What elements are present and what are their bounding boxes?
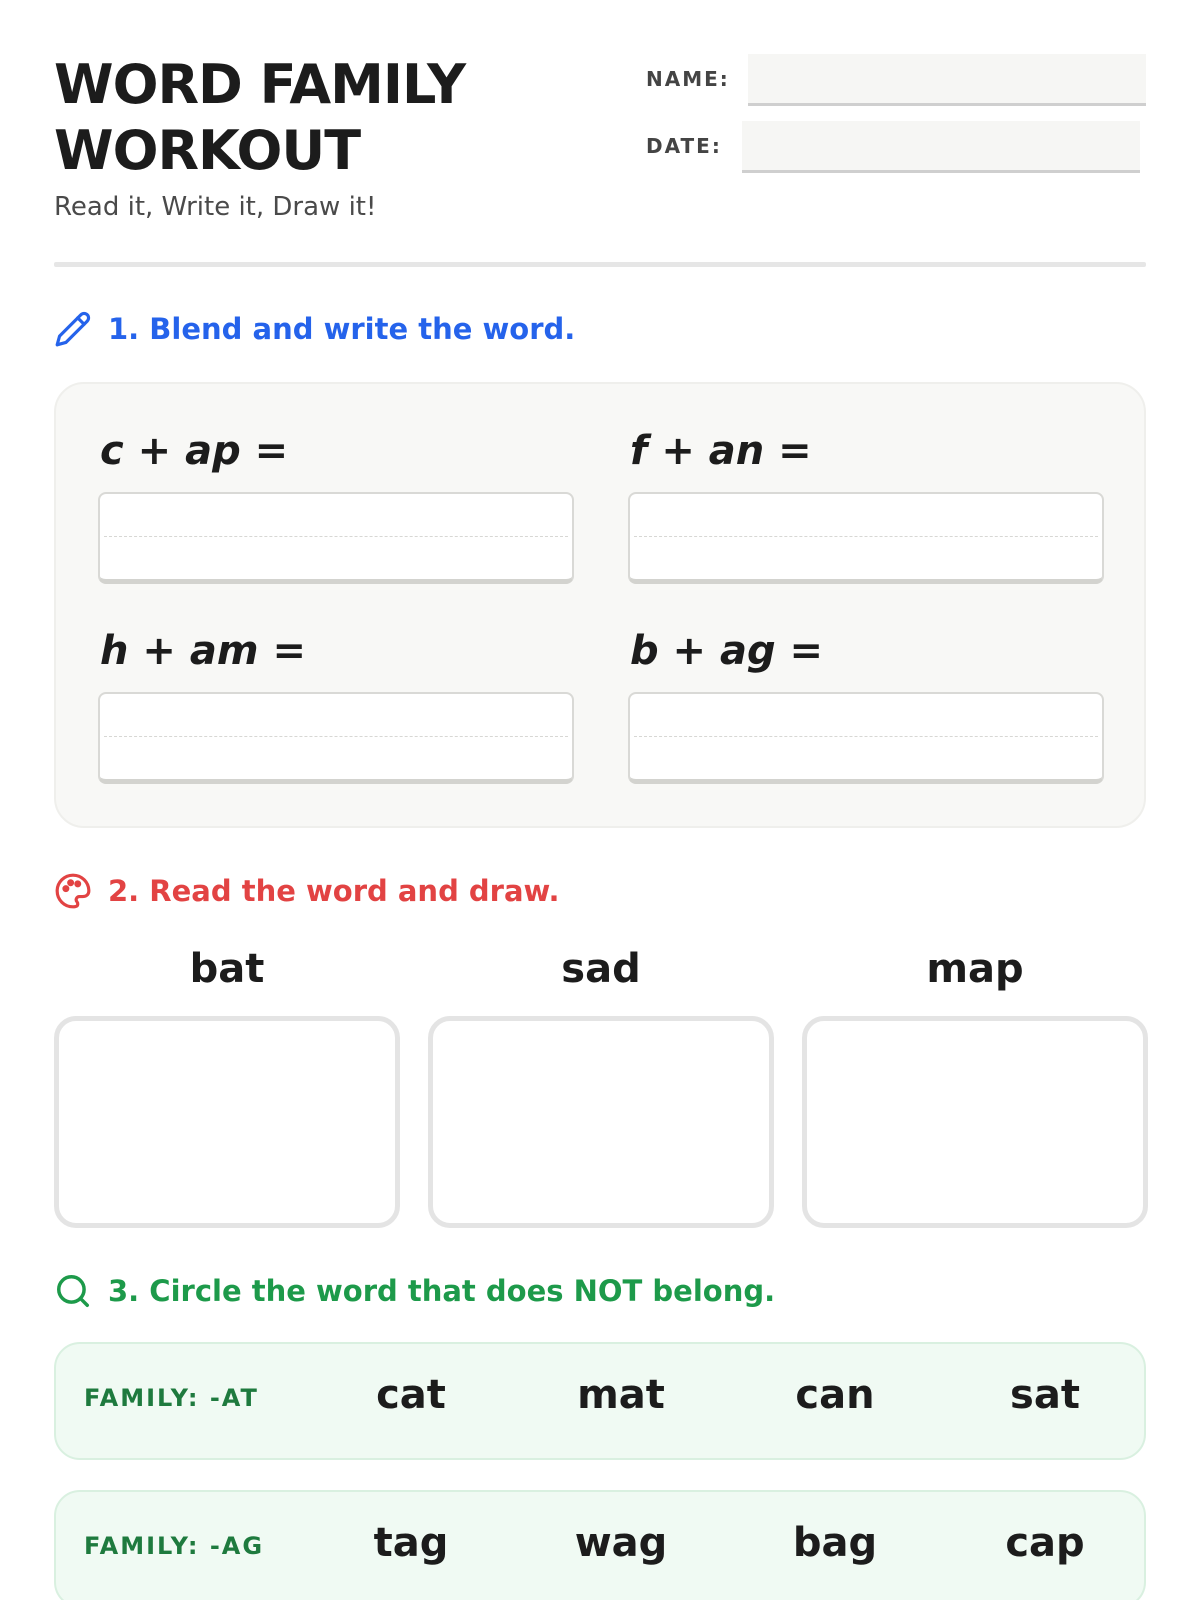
family-label: FAMILY: -AG xyxy=(84,1532,265,1560)
guide-line xyxy=(634,536,1098,537)
worksheet-subtitle: Read it, Write it, Draw it! xyxy=(54,192,377,222)
family-label: FAMILY: -AT xyxy=(84,1384,259,1412)
family-row-ag xyxy=(54,1490,1146,1600)
section-3-heading xyxy=(54,1272,775,1310)
palette-icon xyxy=(54,872,92,910)
drawing-box-1[interactable] xyxy=(54,1016,400,1228)
title-line-1: WORD FAMILY xyxy=(54,53,466,116)
answer-box-3[interactable] xyxy=(98,692,574,784)
header-divider xyxy=(54,262,1146,267)
draw-word-1: bat xyxy=(189,946,265,992)
equation-1: c + ap = xyxy=(100,428,289,474)
answer-box-2[interactable] xyxy=(628,492,1104,584)
equation-3: h + am = xyxy=(100,628,306,674)
drawing-box-3[interactable] xyxy=(802,1016,1148,1228)
title-line-2: WORKOUT xyxy=(54,119,361,182)
draw-word-3: map xyxy=(926,946,1024,992)
word-option[interactable]: bag xyxy=(792,1520,878,1566)
search-icon xyxy=(54,1272,92,1310)
date-field[interactable] xyxy=(742,121,1140,173)
section-1-heading xyxy=(54,310,575,348)
word-option[interactable]: cat xyxy=(376,1372,446,1418)
section-2-heading xyxy=(54,872,560,910)
word-option[interactable]: tag xyxy=(373,1520,449,1566)
guide-line xyxy=(104,536,568,537)
name-field[interactable] xyxy=(748,54,1146,106)
date-label: DATE: xyxy=(646,134,722,158)
name-label: NAME: xyxy=(646,67,730,91)
section-3-title: 3. Circle the word that does NOT belong. xyxy=(108,1274,776,1308)
drawing-box-2[interactable] xyxy=(428,1016,774,1228)
guide-line xyxy=(634,736,1098,737)
equation-4: b + ag = xyxy=(630,628,824,674)
word-option[interactable]: sat xyxy=(1010,1372,1080,1418)
section-1-title: 1. Blend and write the word. xyxy=(108,312,576,346)
section-2-title: 2. Read the word and draw. xyxy=(108,874,560,908)
family-row-at xyxy=(54,1342,1146,1460)
draw-word-2: sad xyxy=(561,946,641,992)
guide-line xyxy=(104,736,568,737)
answer-box-1[interactable] xyxy=(98,492,574,584)
worksheet-title xyxy=(54,52,465,184)
word-option[interactable]: can xyxy=(795,1372,875,1418)
word-option[interactable]: mat xyxy=(577,1372,665,1418)
word-option[interactable]: wag xyxy=(574,1520,668,1566)
word-option[interactable]: cap xyxy=(1005,1520,1085,1566)
equation-2: f + an = xyxy=(630,428,812,474)
answer-box-4[interactable] xyxy=(628,692,1104,784)
pencil-icon xyxy=(54,310,92,348)
